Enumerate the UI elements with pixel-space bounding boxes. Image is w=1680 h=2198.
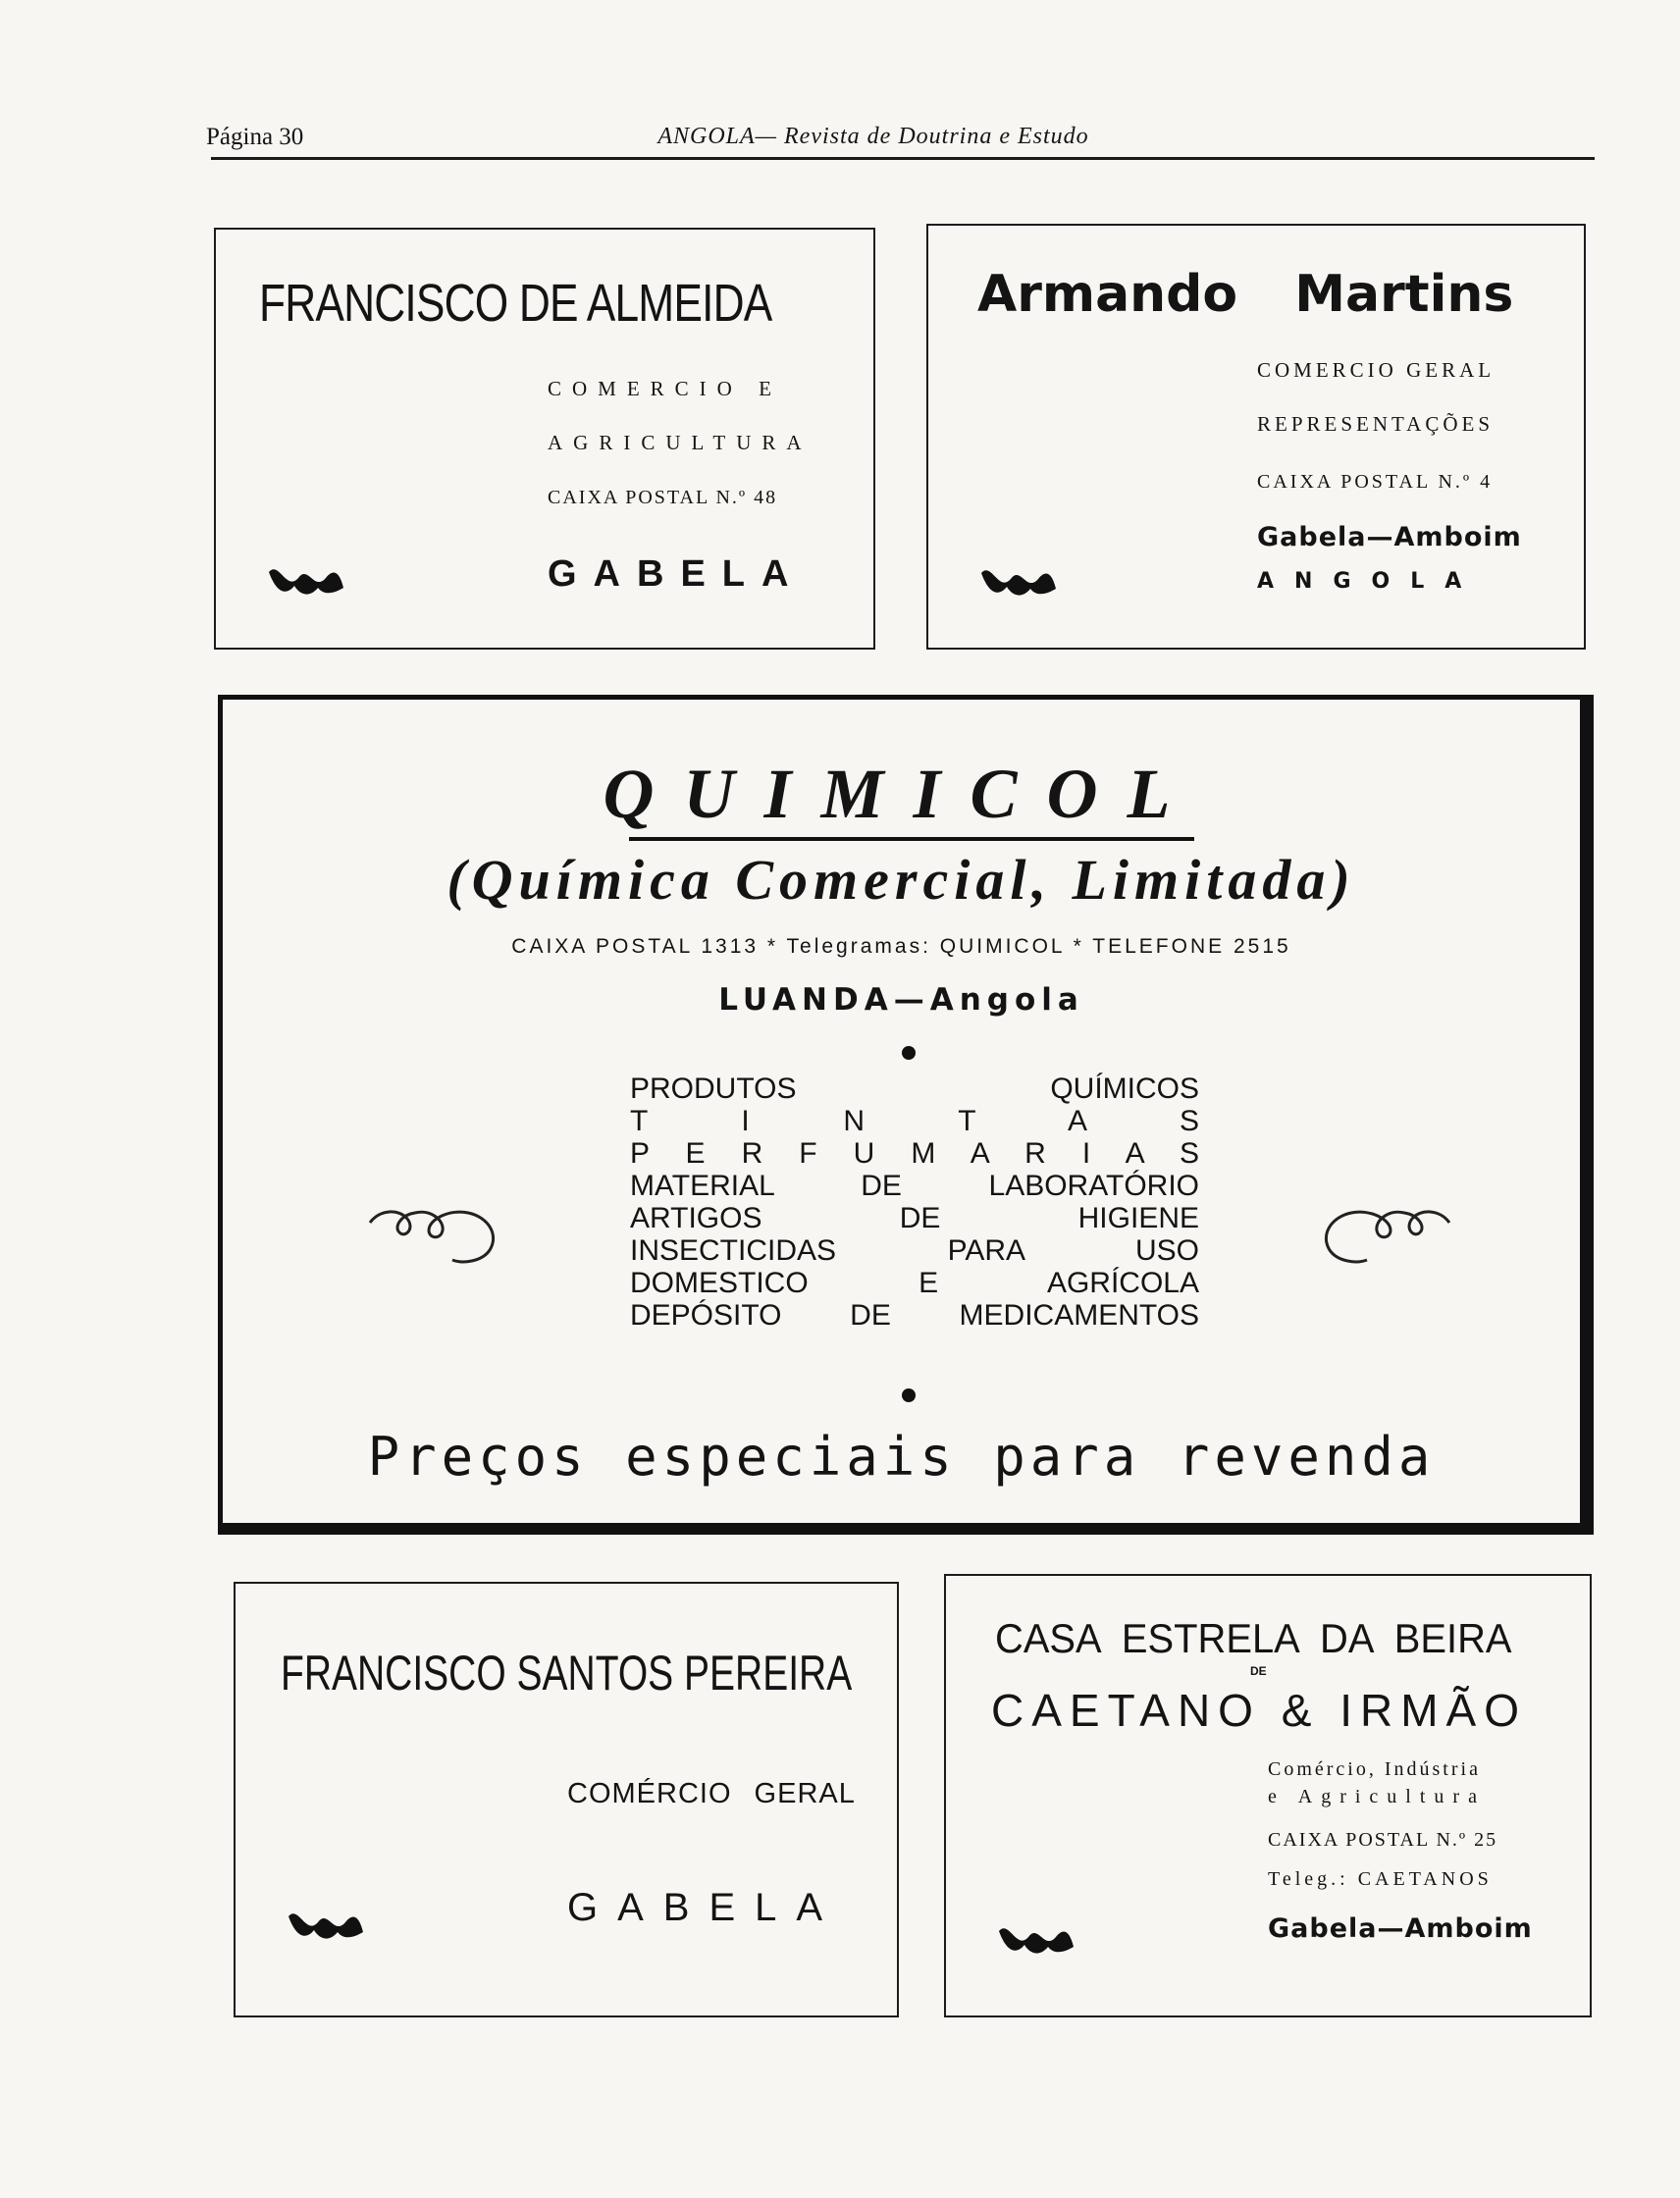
ad-line-postal: CAIXA POSTAL N.º 25: [1268, 1829, 1498, 1851]
ad-line-business: COMERCIO GERAL: [1257, 358, 1496, 382]
ad-contact-line: CAIXA POSTAL 1313 * Telegramas: QUIMICOL * TELEFONE 2515: [511, 935, 1291, 958]
running-title: ANGOLA— Revista de Doutrina e Estudo: [657, 124, 1089, 149]
ad-footer-slogan: Preços especiais para revenda: [367, 1426, 1436, 1488]
ad-line-telegraph: Teleg.: CAETANOS: [1268, 1868, 1493, 1890]
ad-city: GABELA: [548, 553, 806, 595]
header-rule: [211, 157, 1595, 160]
bullet-dot: [902, 1388, 916, 1402]
wave-logo-icon: [265, 558, 347, 598]
ad-subtitle: (Química Comercial, Limitada): [446, 848, 1356, 912]
page-number: Página 30: [206, 124, 304, 150]
product-item: INSECTICIDAS PARA USO: [630, 1234, 1199, 1267]
ad-city: LUANDA—Angola: [718, 982, 1084, 1018]
ad-place: Gabela—Amboim: [1257, 522, 1522, 552]
flourish-ornament-icon: [360, 1195, 507, 1274]
product-list: [630, 1073, 1199, 1332]
ad-city: GABELA: [567, 1886, 843, 1929]
ad-title: Armando Martins: [977, 265, 1514, 324]
ad-line-business: COMÉRCIO GERAL: [567, 1778, 856, 1809]
ad-line-business: COMERCIO E: [548, 377, 782, 400]
wave-logo-icon: [995, 1917, 1077, 1957]
product-item: P E R F U M A R I A S: [630, 1137, 1199, 1170]
ad-armando-martins: [926, 224, 1586, 650]
ad-line-postal: CAIXA POSTAL N.º 4: [1257, 471, 1494, 493]
title-underline: [629, 837, 1194, 841]
product-item: T I N T A S: [630, 1105, 1199, 1137]
product-item: MATERIAL DE LABORATÓRIO: [630, 1170, 1199, 1202]
ad-owner: CAETANO & IRMÃO: [991, 1685, 1527, 1736]
wave-logo-icon: [977, 559, 1060, 599]
ad-line-postal: CAIXA POSTAL N.º 48: [548, 487, 778, 508]
ad-title: QUIMICOL: [603, 755, 1200, 833]
ad-country: ANGOLA: [1257, 569, 1483, 594]
ad-francisco-de-almeida: [214, 228, 875, 650]
product-item: PRODUTOS QUÍMICOS: [630, 1073, 1199, 1105]
ad-de-label: DE: [1250, 1664, 1267, 1678]
ad-casa-estrela-da-beira: [944, 1574, 1592, 2017]
ad-line-business-2: e Agricultura: [1268, 1786, 1486, 1807]
ad-title: CASA ESTRELA DA BEIRA: [995, 1615, 1512, 1661]
wave-logo-icon: [285, 1903, 367, 1942]
ad-line-representation: REPRESENTAÇÕES: [1257, 412, 1495, 436]
product-item: DOMESTICO E AGRÍCOLA: [630, 1267, 1199, 1299]
product-item: ARTIGOS DE HIGIENE: [630, 1202, 1199, 1234]
flourish-ornament-icon: [1312, 1195, 1459, 1274]
ad-line-business-2: AGRICULTURA: [548, 431, 813, 454]
ad-title: FRANCISCO SANTOS PEREIRA: [281, 1646, 853, 1701]
ad-francisco-santos-pereira: [234, 1582, 899, 2017]
ad-quimicol: [218, 695, 1594, 1535]
ad-line-business: Comércio, Indústria: [1268, 1758, 1481, 1780]
product-item: DEPÓSITO DE MEDICAMENTOS: [630, 1299, 1199, 1332]
ad-title: FRANCISCO DE ALMEIDA: [259, 274, 772, 333]
ad-place: Gabela—Amboim: [1268, 1913, 1533, 1944]
bullet-dot: [902, 1046, 916, 1060]
